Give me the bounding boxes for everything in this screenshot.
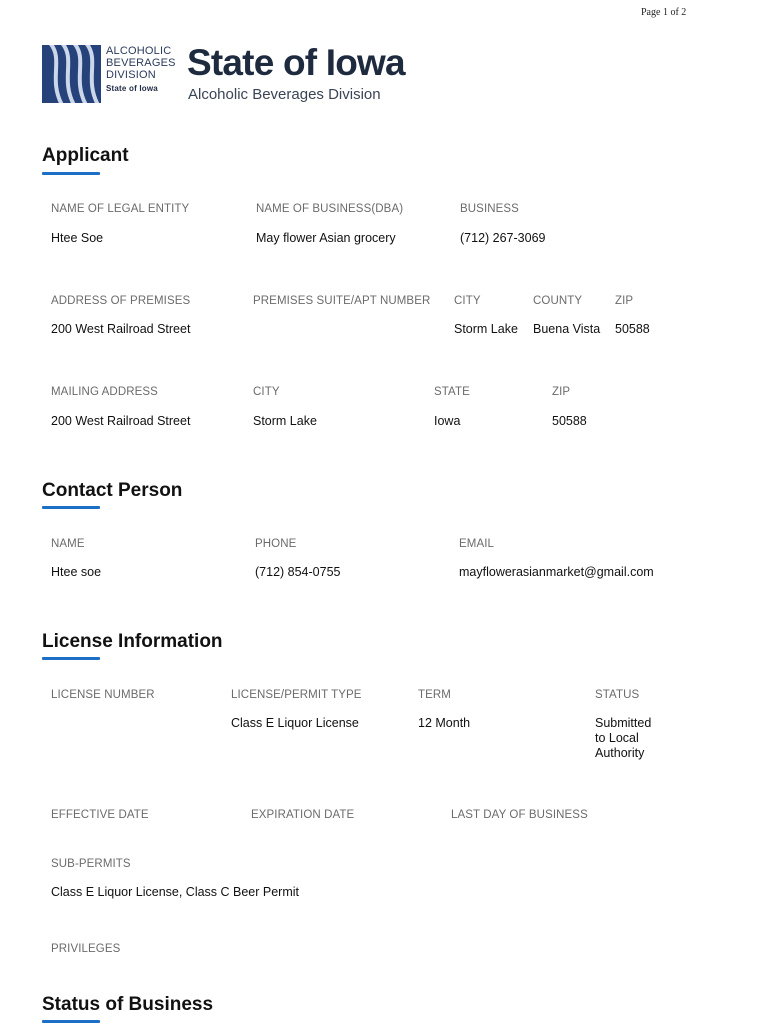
license-type-label: LICENSE/PERMIT TYPE (231, 689, 362, 701)
license-underline (42, 657, 100, 660)
contact-email-label: EMAIL (459, 538, 495, 550)
premises-county-label: COUNTY (533, 295, 583, 307)
dba-value: May flower Asian grocery (256, 231, 396, 245)
contact-phone-value: (712) 854-0755 (255, 565, 341, 579)
dba-label: NAME OF BUSINESS(DBA) (256, 203, 404, 215)
applicant-underline (42, 172, 100, 175)
license-number-label: LICENSE NUMBER (51, 689, 155, 701)
contact-phone-label: PHONE (255, 538, 297, 550)
contact-heading: Contact Person (42, 480, 183, 501)
mailing-address-value: 200 West Railroad Street (51, 414, 191, 428)
subpermits-label: SUB-PERMITS (51, 858, 131, 870)
contact-name-value: Htee soe (51, 565, 102, 579)
effective-date-label: EFFECTIVE DATE (51, 809, 149, 821)
contact-email-value: mayflowerasianmarket@gmail.com (459, 565, 654, 579)
license-status-value: Submitted to Local Authority (595, 716, 652, 760)
business-phone-label: BUSINESS (460, 203, 519, 215)
premises-zip-value: 50588 (615, 322, 650, 336)
contact-name-label: NAME (51, 538, 85, 550)
last-day-label: LAST DAY OF BUSINESS (451, 809, 588, 821)
mailing-zip-label: ZIP (552, 386, 571, 398)
premises-address-label: ADDRESS OF PREMISES (51, 295, 191, 307)
license-type-value: Class E Liquor License (231, 716, 359, 730)
business-phone-value: (712) 267-3069 (460, 231, 546, 245)
premises-suite-label: PREMISES SUITE/APT NUMBER (253, 295, 431, 307)
abd-logo-icon (42, 45, 101, 103)
subpermits-value: Class E Liquor License, Class C Beer Permit (51, 885, 300, 899)
legal-entity-value: Htee Soe (51, 231, 104, 245)
premises-city-value: Storm Lake (454, 322, 518, 336)
status-business-heading: Status of Business (42, 994, 214, 1015)
premises-address-value: 200 West Railroad Street (51, 322, 191, 336)
mailing-city-label: CITY (253, 386, 280, 398)
page-subtitle: Alcoholic Beverages Division (188, 86, 381, 103)
license-term-label: TERM (418, 689, 451, 701)
page-number: Page 1 of 2 (641, 7, 687, 18)
logo-wordmark: ALCOHOLIC BEVERAGES DIVISION State of Iowa (106, 45, 176, 93)
mailing-address-label: MAILING ADDRESS (51, 386, 158, 398)
mailing-city-value: Storm Lake (253, 414, 317, 428)
premises-city-label: CITY (454, 295, 481, 307)
license-status-label: STATUS (595, 689, 640, 701)
premises-zip-label: ZIP (615, 295, 634, 307)
contact-underline (42, 506, 100, 509)
mailing-state-label: STATE (434, 386, 470, 398)
legal-entity-label: NAME OF LEGAL ENTITY (51, 203, 190, 215)
premises-county-value: Buena Vista (533, 322, 601, 336)
expiration-date-label: EXPIRATION DATE (251, 809, 355, 821)
mailing-state-value: Iowa (434, 414, 461, 428)
license-heading: License Information (42, 631, 223, 652)
license-term-value: 12 Month (418, 716, 471, 730)
page-title: State of Iowa (187, 42, 405, 83)
applicant-heading: Applicant (42, 145, 129, 166)
mailing-zip-value: 50588 (552, 414, 587, 428)
status-business-underline (42, 1020, 100, 1023)
privileges-label: PRIVILEGES (51, 943, 121, 955)
